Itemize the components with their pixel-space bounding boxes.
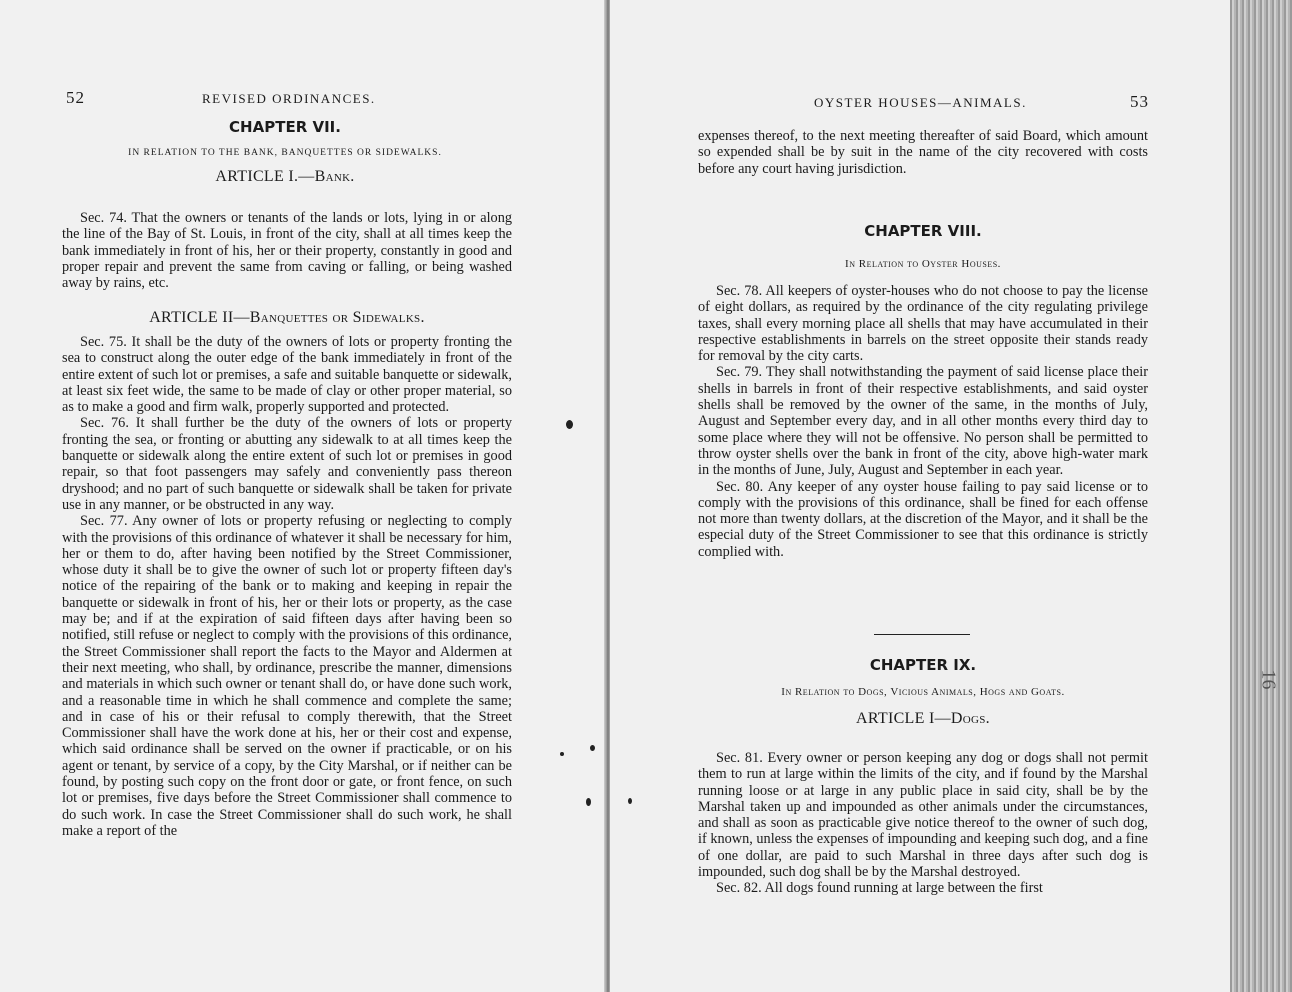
- ink-speck: [590, 745, 595, 751]
- section-75: Sec. 75. It shall be the duty of the owners of lots or property fronting the sea to construct along the outer edge of the bank immediately in front of the entire extent of such lot or premises, a safe and suitable banquette or sidewalk, at least six feet wide, the same to be made of clay or other proper material, so as to make a good and firm walk, properly supported and protected.: [62, 334, 512, 416]
- continuation-block: [698, 128, 1148, 177]
- sections-81-82: [698, 750, 1148, 897]
- chapter-subtitle: In Relation to Oyster Houses.: [845, 258, 1001, 270]
- edge-handwritten-mark: 16: [1257, 669, 1280, 690]
- ink-speck: [586, 798, 591, 806]
- right-page-number: 53: [1130, 92, 1149, 111]
- chapter-ix-header: [698, 656, 1148, 728]
- left-running-title: REVISED ORDINANCES.: [202, 91, 376, 106]
- left-page: [0, 0, 606, 992]
- chapter-subtitle: IN RELATION TO THE BANK, BANQUETTES OR SIDEWALKS.: [128, 148, 442, 158]
- sections-75-77: [62, 334, 512, 839]
- article-heading: ARTICLE I—Dogs.: [856, 710, 990, 727]
- section-77: Sec. 77. Any owner of lots or property refusing or neglecting to comply with the provisions of this ordinance of whatever it shall be necessary for him, her or them to do, after having been notified by the Street Commissioner, whose duty it shall be to give the owner of such lot or property fifteen day's notice of the repairing of the bank or to making and keeping in repair the banquette or sidewalk in front of his, her or their lots or property, as the case may be; and if at the expiration of said fifteen days after having been so notified, still refuse or neglect to comply with the provisions of this ordinance, the Street Commissioner shall report the facts to the Mayor and Aldermen at their next meeting, who shall, by ordinance, prescribe the manner, dimensions and materials in which such owner or tenant shall do, or have done such work, and a reasonable time in which he shall commence and complete the same; and in case of his or their refusal to comply therewith, that the Street Commissioner shall have the work done at his, her or their cost and expense, which said ordinance shall be served on the owner if practicable, or on his agent or tenant, by service of a copy, by the City Marshal, or if neither can be found, by posting such copy on the front door or gate, or front fence, on such lot or premises, five days before the Street Commissioner shall commence to do such work. In case the Street Commissioner shall do such work, he shall make a report of the: [62, 513, 512, 839]
- section-76: Sec. 76. It shall further be the duty of the owners of lots or property fronting the sea, or fronting or abutting any sidewalk to at all times keep the banquette or sidewalk along the entire extent of such lot or premises in good repair, so that foot passengers may safely and conveniently pass thereon dryshood; and no part of such banquette or sidewalk shall be taken for private use in any manner, or be obstructed in any way.: [62, 415, 512, 513]
- page-stack-edge: [1230, 0, 1292, 992]
- continued-text: expenses thereof, to the next meeting thereafter of said Board, which amount so expended shall be by suit in the name of the city recovered with costs before any court having jurisdiction.: [698, 128, 1148, 177]
- section-divider: [874, 634, 970, 635]
- left-page-number: 52: [66, 88, 85, 107]
- right-running-title: OYSTER HOUSES—ANIMALS.: [814, 95, 1027, 110]
- ink-speck: [566, 420, 573, 429]
- article-heading: ARTICLE I.—Bank.: [215, 168, 355, 185]
- chapter-title: CHAPTER IX.: [869, 656, 977, 674]
- ink-speck: [560, 752, 564, 756]
- chapter-title: CHAPTER VIII.: [864, 222, 982, 240]
- section-79: Sec. 79. They shall notwithstanding the payment of said license place their shells in barrels in front of their respective establishments, and said oyster shells shall be removed by the owner of the same, in the months of July, August and September every day, and in all other months every third day to some place where they will not be offensive. No person shall be permitted to throw oyster shells over the bank in front of the city, above high-water mark in the months of June, July, August and September in each year.: [698, 364, 1148, 479]
- section-82: Sec. 82. All dogs found running at large between the first: [716, 880, 1043, 897]
- chapter-vii-header: [60, 118, 510, 186]
- sections-78-80: [698, 283, 1148, 560]
- section-74: Sec. 74. That the owners or tenants of the lands or lots, lying in or along the line of the Bay of St. Louis, in front of the city, shall at all times keep the bank immediately in front of his, her or their property, constantly in good and proper repair and prevent the same from caving or falling, or being washed away by rains, etc.: [62, 210, 512, 292]
- ink-speck: [628, 798, 632, 804]
- section-78: Sec. 78. All keepers of oyster-houses who do not choose to pay the license of eight dollars, as required by the ordinance of the city regulating privilege taxes, shall every morning place all shells that may have accumulated in their respective establishments in barrels on the street opposite their stands ready for removal by the city carts.: [698, 283, 1148, 365]
- article-heading: ARTICLE II—Banquettes or Sidewalks.: [149, 309, 425, 326]
- chapter-title: CHAPTER VII.: [229, 118, 341, 136]
- right-page: [610, 0, 1230, 992]
- article-ii-heading-block: [62, 309, 512, 327]
- chapter-viii-header: [698, 222, 1148, 270]
- sec74-block: [62, 210, 512, 291]
- chapter-subtitle: In Relation to Dogs, Vicious Animals, Hogs and Goats.: [781, 686, 1065, 698]
- section-80: Sec. 80. Any keeper of any oyster house failing to pay said license or to comply with the provisions of this ordinance, shall be fined for each offense not more than twenty dollars, at the discretion of the Mayor, and it shall be the especial duty of the Street Commissioner to see that this ordinance is strictly complied with.: [698, 478, 1148, 560]
- section-81: Sec. 81. Every owner or person keeping any dog or dogs shall not permit them to run at large within the limits of the city, and if found by the Marshal running loose or at large in any public place in said city, shall be by the Marshal taken up and impounded as other animals under the circumstances, and shall as soon as practicable give notice thereof to the owner of such dog, if known, unless the expenses of impounding and keeping such dog, and a fine of one dollar, are paid to such Marshal in three days after such dog is impounded, such dog shall be by the Marshal destroyed.: [698, 750, 1148, 881]
